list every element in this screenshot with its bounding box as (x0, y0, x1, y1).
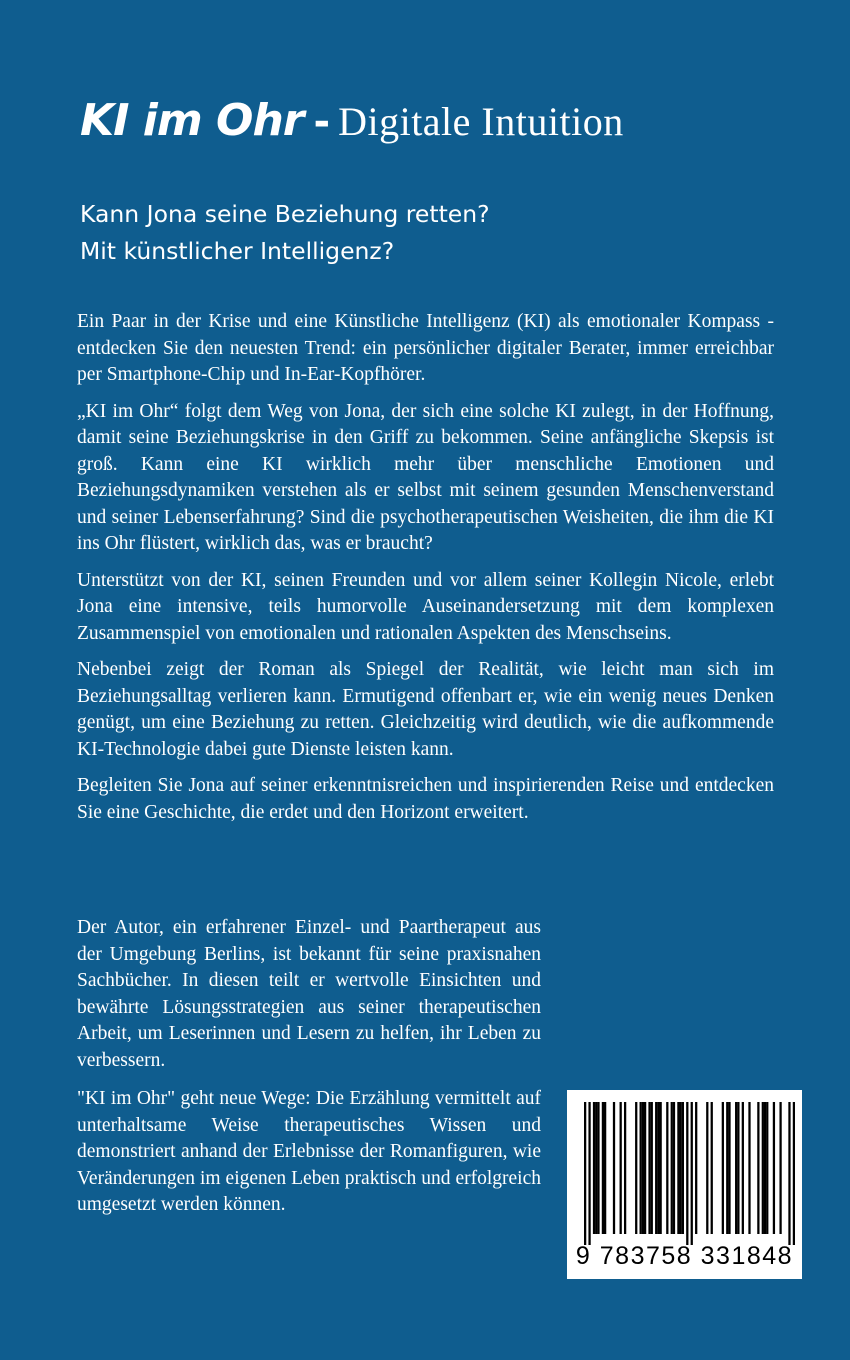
barcode-bar (640, 1102, 642, 1234)
barcode-bar (742, 1102, 744, 1234)
barcode-bar (657, 1102, 659, 1234)
barcode-guard-bar (788, 1102, 790, 1245)
barcode-bar (680, 1102, 682, 1234)
barcode-bar (620, 1102, 622, 1234)
isbn-number: 9 783758 331848 (575, 1242, 794, 1270)
barcode-bar (671, 1102, 673, 1234)
barcode-bar (695, 1102, 697, 1234)
barcode-bar (757, 1102, 759, 1234)
barcode-bar (593, 1102, 595, 1234)
barcode-guard-bar (691, 1102, 693, 1245)
title-dash: - (313, 99, 331, 145)
barcode-bar (726, 1102, 728, 1234)
author-paragraph: Der Autor, ein erfahrener Einzel- und Paartherapeut aus der Umgebung Berlins, ist bekannt für seine praxisnahen Sachbücher. In diesen teilt er wertvolle Einsichten und bewährte Lösungsstrategien aus seiner therapeutischen Arbeit, um Leserinnen und Lesern zu helfen, ihr Leben zu verbessern. (77, 917, 541, 1071)
barcode-bar (706, 1102, 708, 1234)
barcode-bar (648, 1102, 650, 1234)
barcode-bar (602, 1102, 604, 1234)
barcode-bar (660, 1102, 662, 1234)
barcode-bar (773, 1102, 775, 1234)
barcode-guard-bar (686, 1102, 688, 1245)
tagline-line-1: Kann Jona seine Beziehung retten? (80, 200, 490, 228)
barcode-bar (655, 1102, 657, 1234)
tagline-line-2: Mit künstlicher Intelligenz? (80, 237, 395, 265)
barcode-bar (595, 1102, 597, 1234)
barcode-bar (728, 1102, 730, 1234)
barcode-bar (677, 1102, 679, 1234)
barcode-bar (666, 1102, 668, 1234)
barcode-guard-bar (584, 1102, 586, 1245)
book-title (80, 95, 800, 175)
blurb-paragraph: Ein Paar in der Krise und eine Künstliche Intelligenz (KI) als emotionaler Kompass - entdecken Sie den neuesten Trend: ein persönlicher digitaler Berater, immer erreichbar per Smartphone-Chip und In-Ear-Kopfhörer. (77, 311, 774, 385)
barcode-bar (613, 1102, 615, 1234)
blurb-paragraph: Begleiten Sie Jona auf seiner erkenntnisreichen und inspirierenden Reise und entdecken Sie eine Geschichte, die erdet und den Horizont erweitert. (77, 775, 774, 823)
barcode-guard-bar (588, 1102, 590, 1245)
title-subtitle: Digitale Intuition (338, 99, 624, 144)
blurb-paragraph: Unterstützt von der KI, seinen Freunden und vor allem seiner Kollegin Nicole, erlebt Jona eine intensive, teils humorvolle Auseinandersetzung mit dem komplexen Zusammenspiel von emotionalen und rationalen Aspekten des Menschseins. (77, 569, 774, 644)
tagline (80, 196, 800, 270)
barcode-bar (748, 1102, 750, 1234)
barcode-bars (584, 1102, 795, 1245)
barcode-bar (766, 1102, 768, 1234)
blurb-paragraph: „KI im Ohr“ folgt dem Weg von Jona, der sich eine solche KI zulegt, in der Hoffnung, damit seine Beziehungskrise in den Griff zu bekommen. Seine anfängliche Skepsis ist groß. Kann eine KI wirklich mehr über menschliche Emotionen und Beziehungsdynamiken verstehen als er selbst mit seinem gesunden Menschenverstand und seiner Lebenserfahrung? Sind die psychotherapeutischen Weisheiten, die ihm die KI ins Ohr flüstert, wirklich das, was er braucht? (77, 400, 774, 554)
isbn-barcode (567, 1090, 802, 1279)
barcode-bar (779, 1102, 781, 1234)
title-main: KI im Ohr (80, 95, 304, 146)
blurb-text (77, 309, 774, 836)
barcode-bar (624, 1102, 626, 1234)
author-bio (77, 915, 541, 1231)
barcode-bar (604, 1102, 606, 1234)
barcode-bar (735, 1102, 737, 1234)
barcode-bar (635, 1102, 637, 1234)
barcode-guard-bar (793, 1102, 795, 1245)
author-paragraph: "KI im Ohr" geht neue Wege: Die Erzählung vermittelt auf unterhaltsame Weise therapeutisches Wissen und demonstriert anhand der Erlebnisse der Romanfiguren, wie Veränderungen im eigenen Leben praktisch und erfolgreich umgesetzt werden können. (77, 1088, 541, 1215)
barcode-bar (642, 1102, 644, 1234)
barcode-bar (762, 1102, 764, 1234)
barcode-bar (737, 1102, 739, 1234)
barcode-bar (597, 1102, 599, 1234)
barcode-bar (722, 1102, 724, 1234)
barcode-bar (673, 1102, 675, 1234)
barcode-bar (644, 1102, 646, 1234)
barcode-bar (651, 1102, 653, 1234)
barcode-bar (711, 1102, 713, 1234)
barcode-bar (764, 1102, 766, 1234)
barcode-bar (682, 1102, 684, 1234)
blurb-paragraph: Nebenbei zeigt der Roman als Spiegel der Realität, wie leicht man sich im Beziehungsalltag verlieren kann. Ermutigend offenbart er, wie ein wenig neues Denken genügt, um eine Beziehung zu retten. Gleichzeitig wird deutlich, wie die aufkommende KI-Technologie dabei gute Dienste leisten kann. (77, 659, 774, 760)
